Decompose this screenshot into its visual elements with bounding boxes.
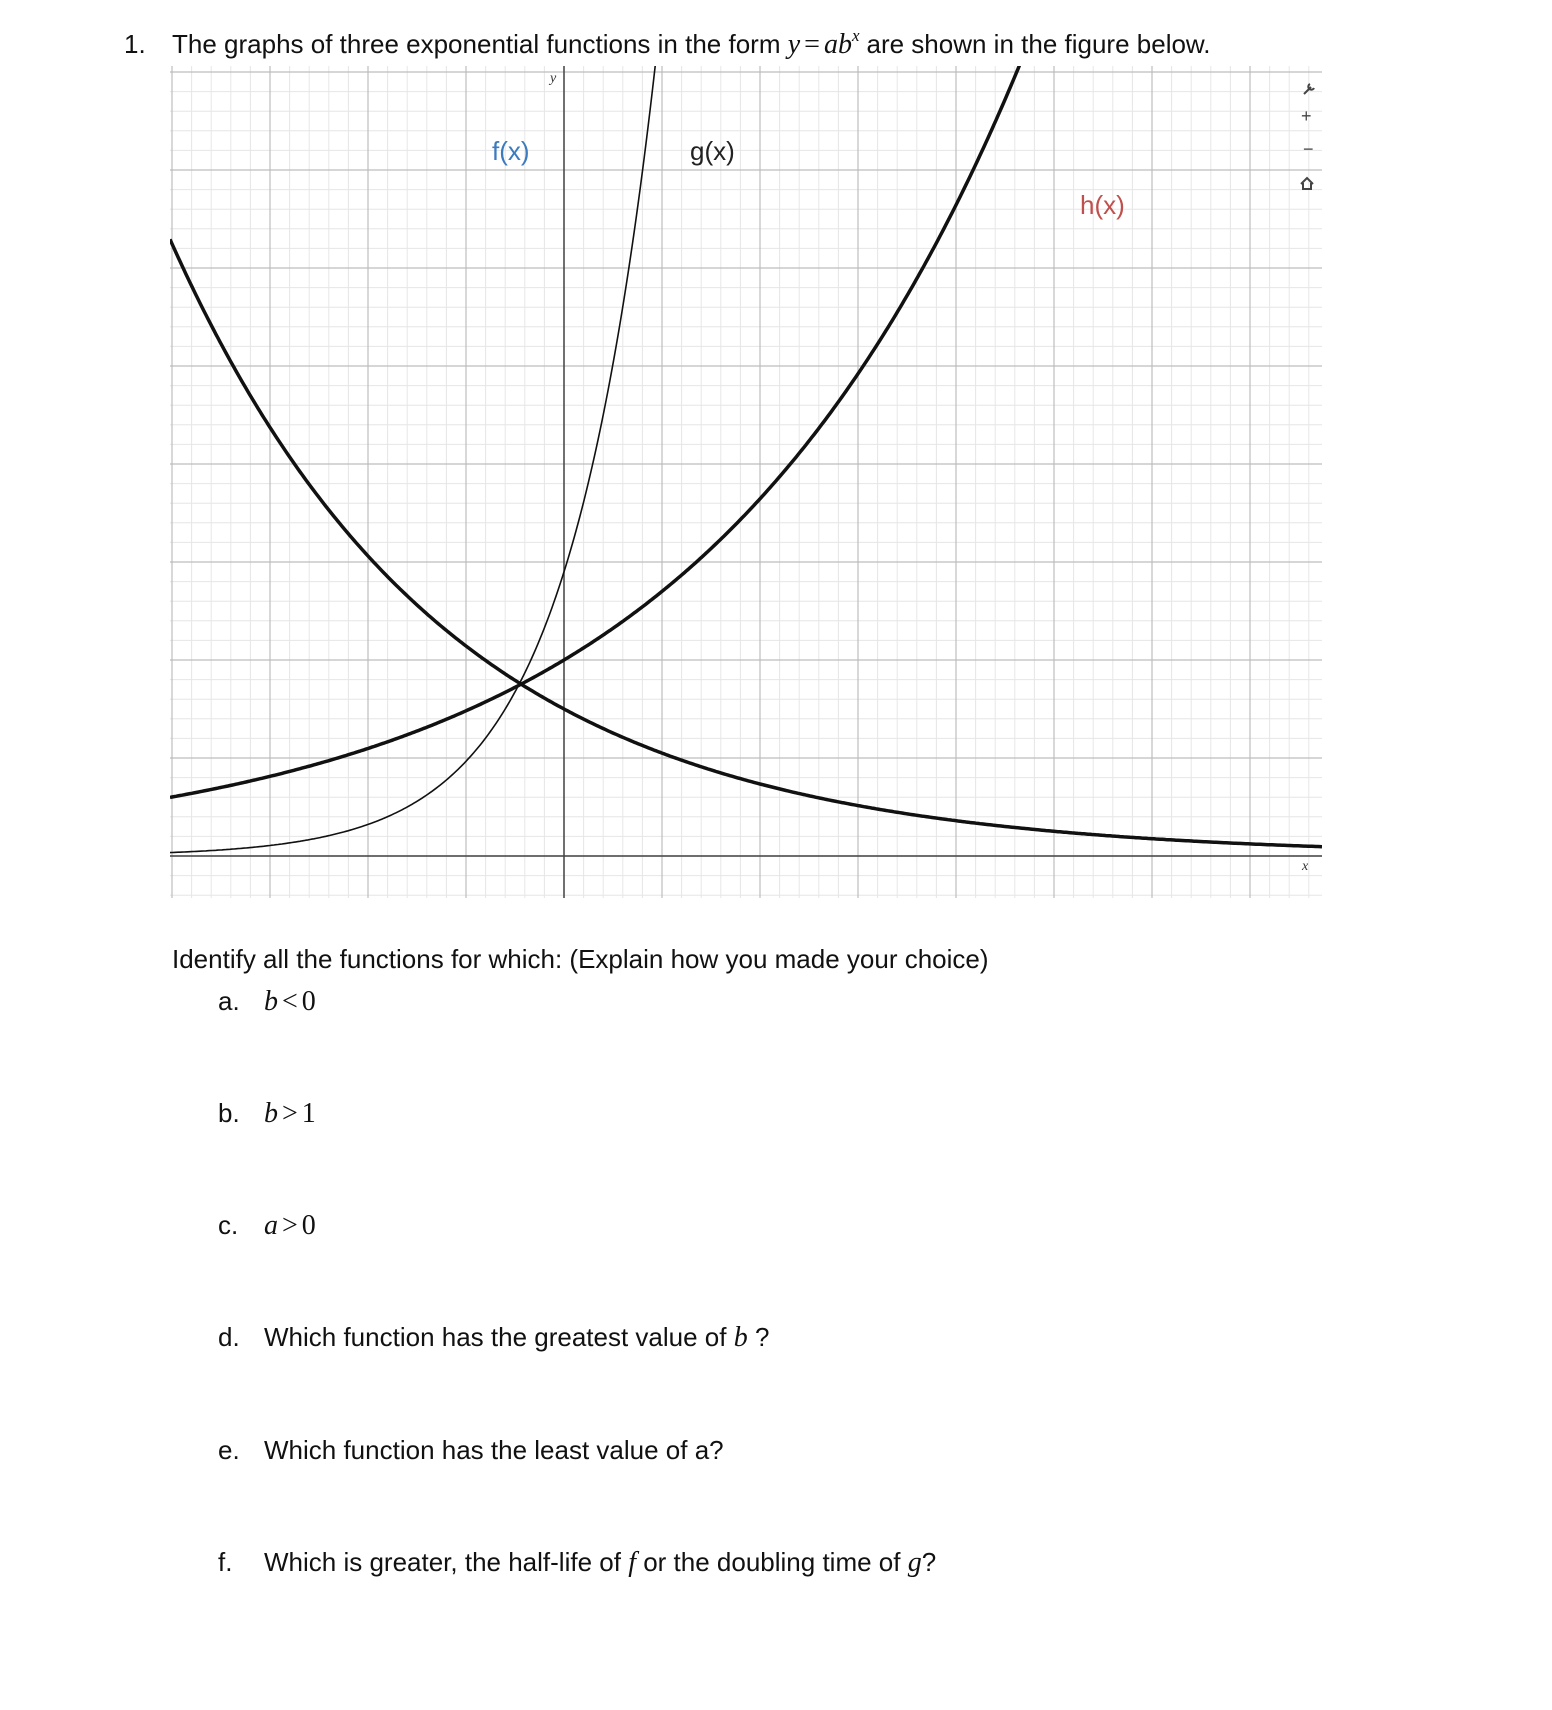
graph-toolbar (1301, 84, 1314, 189)
label-g: g(x) (690, 136, 735, 166)
label-f: f(x) (492, 136, 530, 166)
item-d: d. Which function has the greatest value of b ? (218, 1322, 770, 1353)
question-number: 1. (124, 29, 146, 59)
zoom-out-button[interactable]: − (1303, 139, 1314, 159)
item-a-expr: b < 0 (264, 986, 316, 1017)
question-formula: $y = ab^x$ (787, 26, 860, 60)
home-icon[interactable] (1301, 178, 1313, 189)
instructions: Identify all the functions for which: (Explain how you made your choice) (172, 944, 989, 974)
graph-svg (170, 66, 1322, 898)
question-text-after: are shown in the figure below. (866, 29, 1211, 59)
item-b: b. b > 1 (218, 1098, 316, 1129)
item-f: f. Which is greater, the half-life of f or the doubling time of g? (218, 1547, 937, 1578)
graph-panel (170, 66, 1322, 898)
y-axis-label: y (550, 71, 557, 86)
grid-minor-lines (170, 66, 1322, 898)
item-e: e. Which function has the least value of a? (218, 1435, 724, 1465)
grid-major-lines (170, 66, 1322, 898)
curve-g (170, 66, 656, 853)
label-h: h(x) (1080, 190, 1125, 220)
question-title (124, 26, 1211, 61)
item-c: c. a > 0 (218, 1210, 316, 1241)
question-text-before: The graphs of three exponential functions in the form (172, 29, 781, 59)
item-a: a. b < 0 (218, 986, 316, 1017)
zoom-in-button[interactable]: + (1301, 106, 1312, 126)
item-c-expr: a > 0 (264, 1210, 316, 1241)
item-b-expr: b > 1 (264, 1098, 316, 1129)
x-axis-label: x (1302, 859, 1309, 874)
